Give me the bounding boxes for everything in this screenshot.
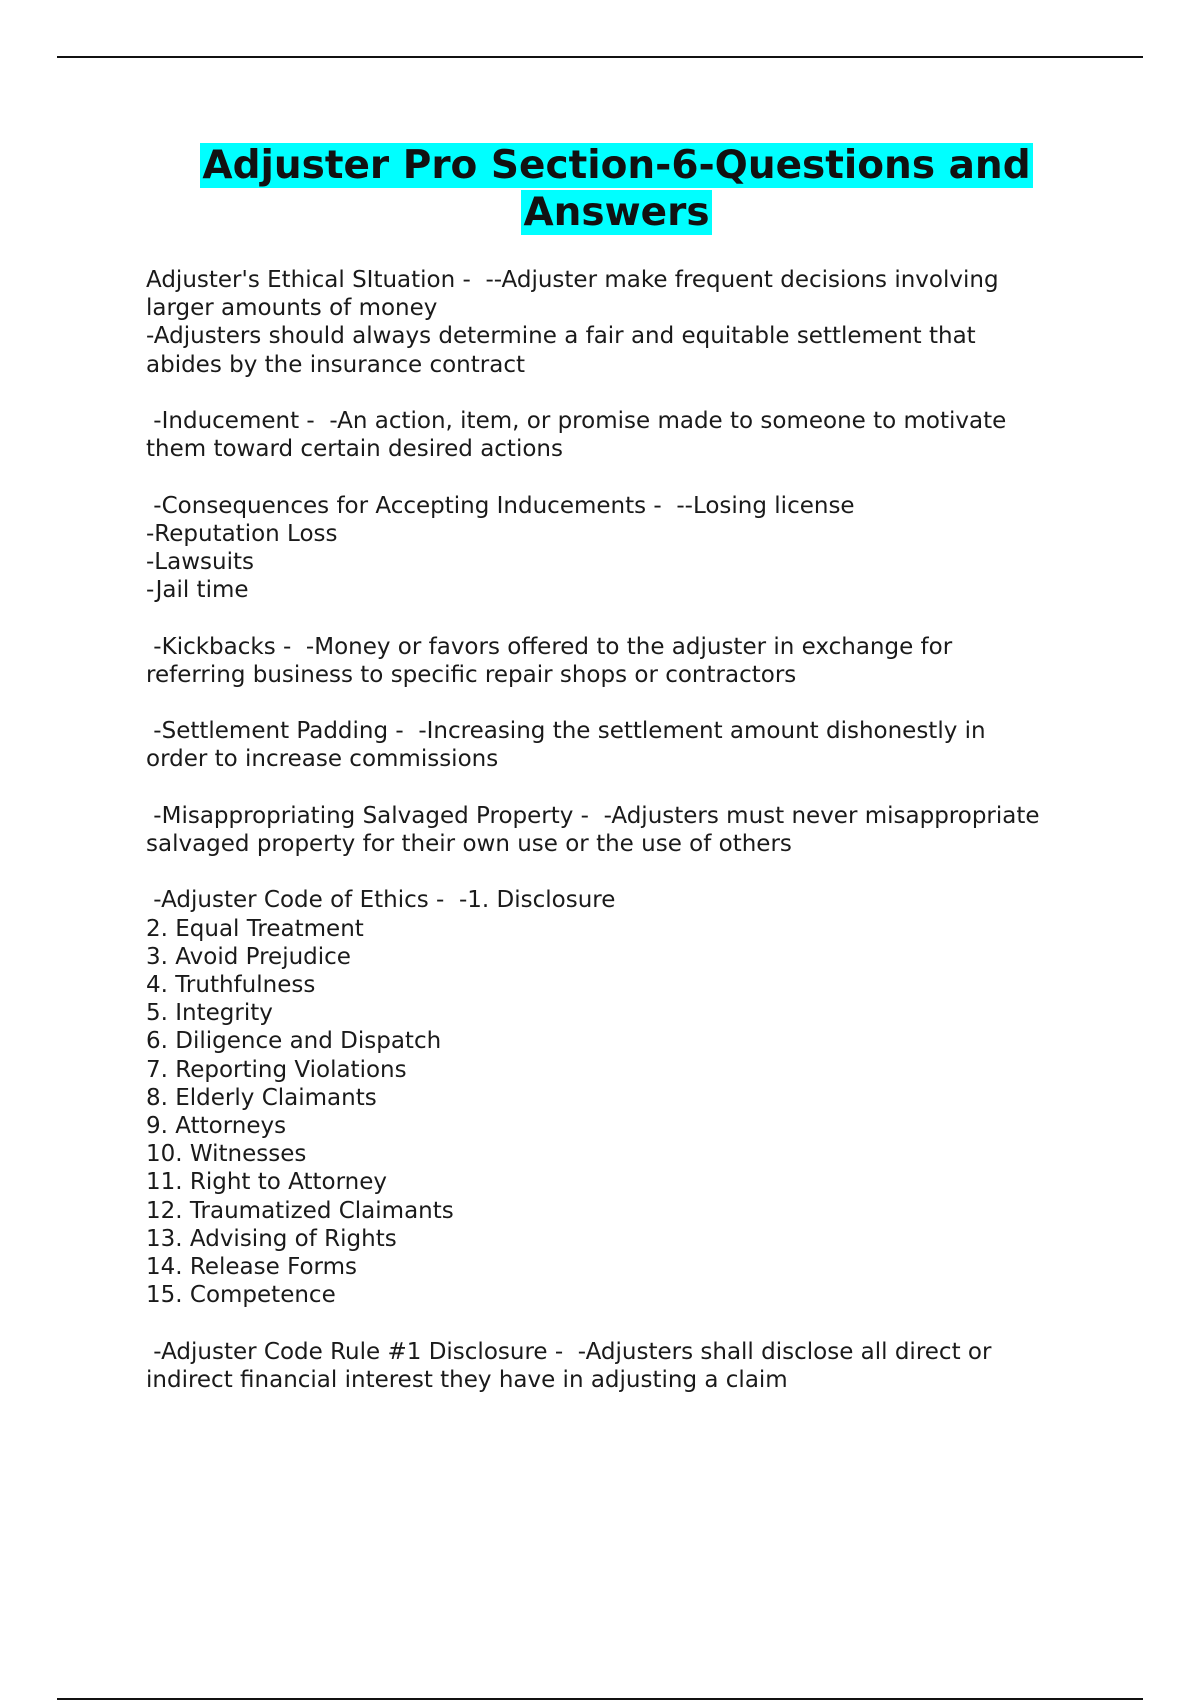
qa-text-line: abides by the insurance contract xyxy=(146,351,525,378)
top-divider xyxy=(57,56,1143,58)
qa-text-line: 6. Diligence and Dispatch xyxy=(146,1028,442,1055)
qa-text-line: Adjuster's Ethical SItuation - --Adjuster make frequent decisions involving xyxy=(146,267,999,293)
qa-entry xyxy=(146,407,1106,463)
qa-text-line: -Adjuster Code of Ethics - -1. Disclosure xyxy=(146,887,616,914)
qa-text-line: 4. Truthfulness xyxy=(146,971,316,998)
qa-text-line: -Kickbacks - -Money or favors offered to the adjuster in exchange for xyxy=(146,633,953,660)
qa-text-line: order to increase commissions xyxy=(146,746,499,773)
qa-text-line: -Misappropriating Salvaged Property - -Adjusters must never misappropriate xyxy=(146,802,1040,829)
qa-text-line: -Adjuster Code Rule #1 Disclosure - -Adjusters shall disclose all direct or xyxy=(146,1338,992,1365)
qa-text-line: -Consequences for Accepting Inducements - --Losing license xyxy=(146,492,855,519)
qa-text-line: 8. Elderly Claimants xyxy=(146,1084,377,1111)
title-line-2: Answers xyxy=(523,190,710,235)
qa-text-line: -Adjusters should always determine a fair and equitable settlement that xyxy=(146,323,976,350)
qa-text-line: salvaged property for their own use or the use of others xyxy=(146,830,792,857)
qa-text-line: 11. Right to Attorney xyxy=(146,1169,387,1196)
qa-text-line: 12. Traumatized Claimants xyxy=(146,1197,454,1224)
title-line-1: Adjuster Pro Section-6-Questions and xyxy=(202,143,1031,188)
qa-text-line: referring business to specific repair shops or contractors xyxy=(146,661,797,688)
qa-text-line: 3. Avoid Prejudice xyxy=(146,943,351,970)
page-title xyxy=(140,142,1093,236)
qa-text-line: 13. Advising of Rights xyxy=(146,1225,397,1252)
qa-text-line: indirect financial interest they have in adjusting a claim xyxy=(146,1366,788,1393)
qa-entry xyxy=(146,717,1106,773)
qa-text-line: 15. Competence xyxy=(146,1282,336,1309)
qa-entry xyxy=(146,1338,1106,1394)
qa-text-line: -Lawsuits xyxy=(146,549,254,575)
qa-text-line: 14. Release Forms xyxy=(146,1254,357,1281)
qa-text-line: 5. Integrity xyxy=(146,1000,273,1027)
qa-text-line: -Inducement - -An action, item, or promise made to someone to motivate xyxy=(146,408,1007,434)
qa-text-line: -Settlement Padding - -Increasing the settlement amount dishonestly in xyxy=(146,718,986,745)
title-block xyxy=(140,142,1093,236)
qa-text-line: 2. Equal Treatment xyxy=(146,915,364,942)
qa-text-line: 9. Attorneys xyxy=(146,1113,287,1139)
qa-entry xyxy=(146,266,1106,379)
qa-text-line: 10. Witnesses xyxy=(146,1141,307,1168)
qa-text-line: -Jail time xyxy=(146,577,249,604)
qa-text-line: -Reputation Loss xyxy=(146,520,338,547)
qa-entry xyxy=(146,802,1106,858)
qa-entry xyxy=(146,492,1106,605)
qa-text-line: them toward certain desired actions xyxy=(146,436,563,463)
qa-content xyxy=(146,266,1106,1422)
qa-entry xyxy=(146,886,1106,1309)
qa-text-line: 7. Reporting Violations xyxy=(146,1056,407,1083)
qa-entry xyxy=(146,633,1106,689)
qa-text-line: larger amounts of money xyxy=(146,295,438,322)
